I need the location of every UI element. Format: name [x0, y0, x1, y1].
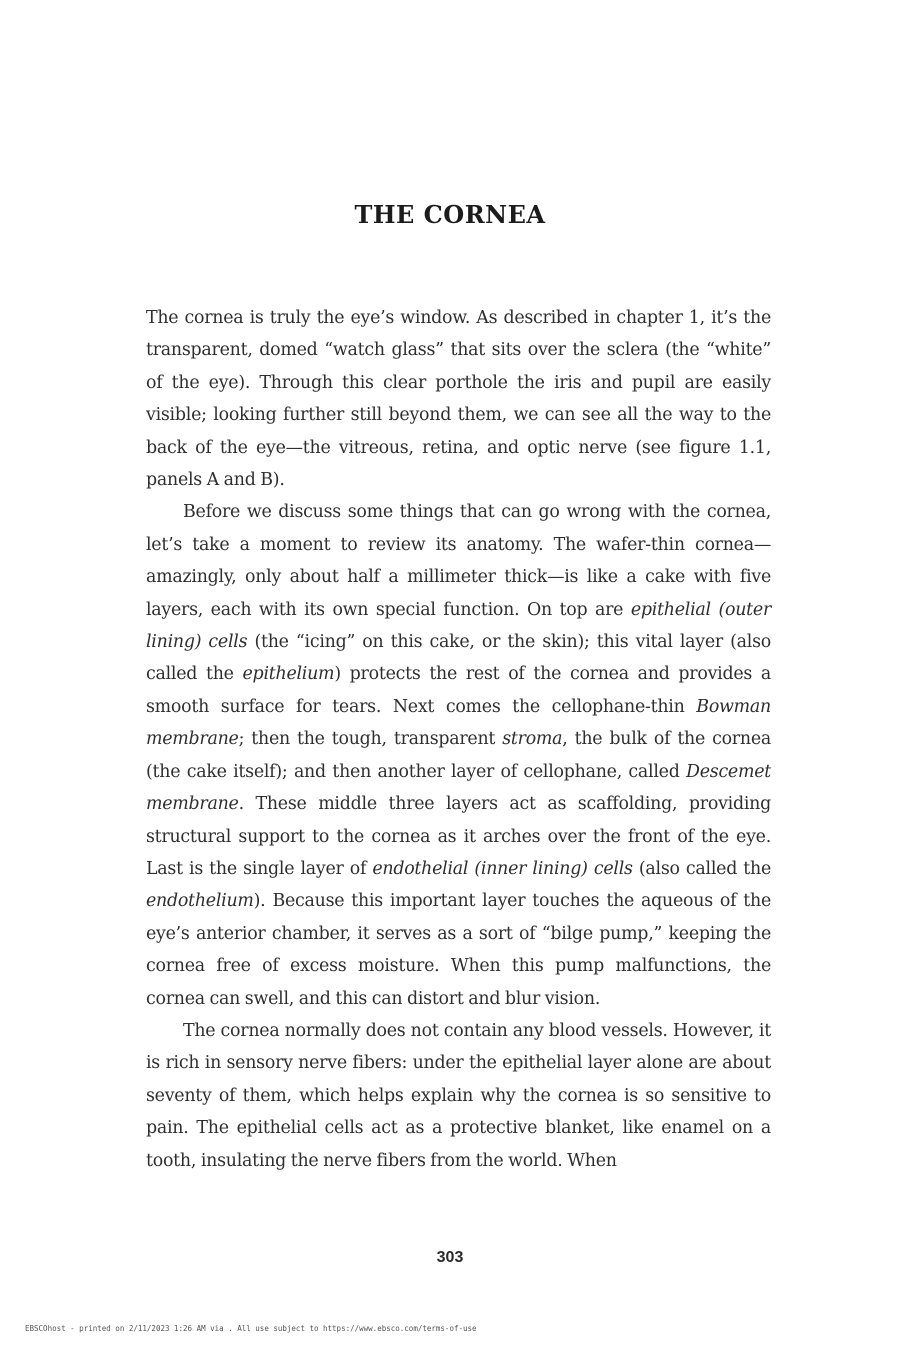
italic-term: Descemet membrane — [146, 761, 771, 815]
text-run: , the bulk of the cornea (the cake itself); and then another layer of cellophane, called — [146, 729, 771, 782]
text-run: ). Because this important layer touches the aqueous of the eye’s anterior chamber, it serves as a sort of “bilge pump,” keeping the cornea free of excess moisture. When this pump malfunctions, the cornea can swell, and this can distort and blur vision. — [146, 891, 771, 1009]
text-run: Before we discuss some things that can go wrong with the cornea, let’s take a moment to review its anatomy. The wafer-thin cornea—amazingly, only about half a millimeter thick—is like a cake with five layers, each with its own special function. On top are — [146, 502, 771, 620]
text-run: ) protects the rest of the cornea and provides a smooth surface for tears. Next comes the cellophane-thin — [146, 664, 771, 717]
text-run: . These middle three layers act as scaffolding, providing structural support to the cornea as it arches over the front of the eye. Last is the single layer of — [146, 794, 771, 879]
footer-print-notice: EBSCOhost - printed on 2/11/2023 1:26 AM via . All use subject to https://www.ebsco.com/terms-of-use — [25, 1324, 477, 1333]
paragraph-2 — [146, 496, 771, 1015]
italic-term: epithelial (outer lining) cells — [146, 599, 772, 653]
chapter-title: THE CORNEA — [354, 200, 546, 229]
paragraph-1 — [146, 302, 771, 496]
page-number: 303 — [436, 1249, 464, 1266]
paragraph-3 — [146, 1015, 771, 1177]
italic-term: stroma — [502, 729, 563, 750]
text-run: (the “icing” on this cake, or the skin); this vital layer (also called the — [146, 632, 771, 685]
body-text — [146, 302, 771, 1177]
text-run: The cornea normally does not contain any blood vessels. However, it is rich in sensory nerve fibers: under the epithelial layer alone are about seventy of them, which helps explain why the cornea is so sensitive to pain. The epithelial cells act as a protective blanket, like enamel on a tooth, insulating the nerve fibers from the world. When — [146, 1020, 771, 1171]
text-run: (also called the — [632, 858, 771, 879]
italic-term: endothelial (inner lining) cells — [372, 858, 633, 879]
text-run: ; then the tough, transparent — [238, 729, 503, 750]
italic-term: endothelium — [146, 891, 254, 912]
italic-term: Bowman membrane — [146, 696, 771, 750]
text-run: The cornea is truly the eye’s window. As described in chapter 1, it’s the transparent, domed “watch glass” that sits over the sclera (the “white” of the eye). Through this clear porthole the iris and pupil are easily visible; looking further still beyond them, we can see all the way to the back of the eye—the vitreous, retina, and optic nerve (see figure 1.1, panels A and B). — [146, 308, 771, 491]
italic-term: epithelium — [242, 664, 335, 685]
